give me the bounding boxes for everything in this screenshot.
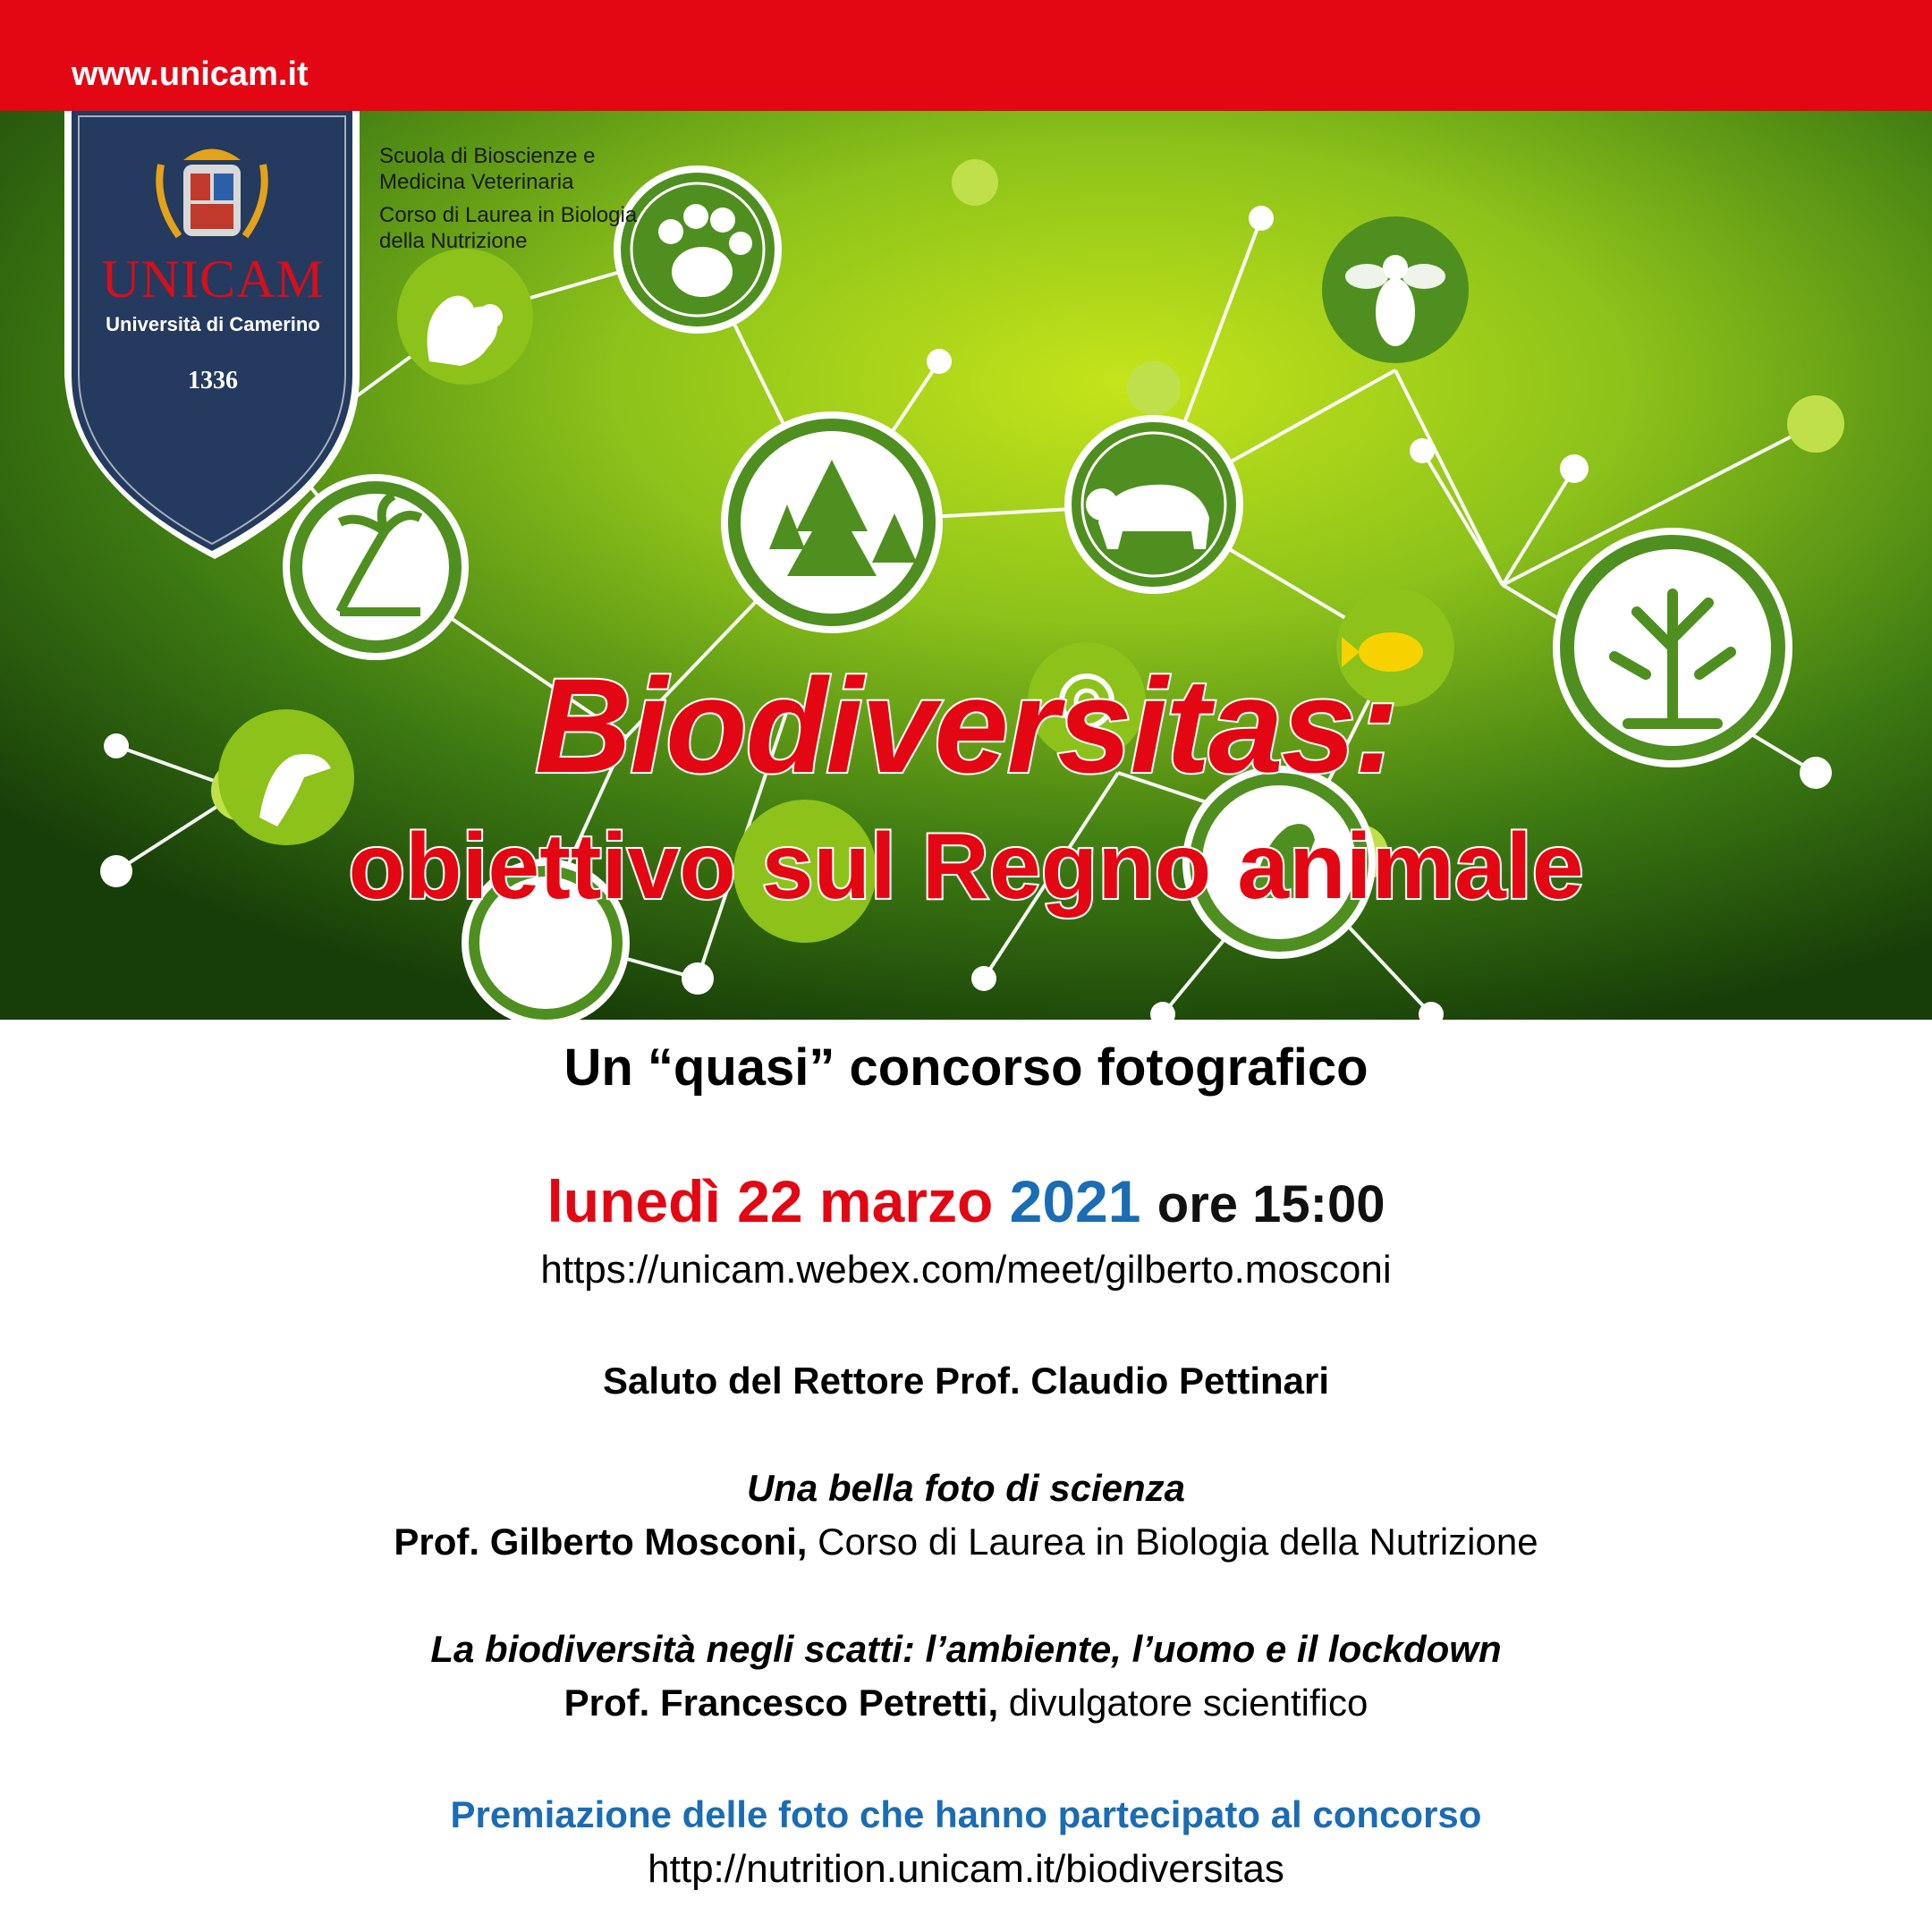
bee-icon: [1322, 216, 1469, 363]
course-line-1: Corso di Laurea in Biologia: [379, 203, 638, 227]
talk-2-speaker: Prof. Francesco Petretti,: [564, 1682, 999, 1724]
talk-2-role: divulgatore scientifico: [1008, 1682, 1368, 1724]
logo-unicam-wordmark: UNICAM: [101, 250, 325, 309]
school-info: [379, 143, 637, 254]
award-url[interactable]: http://nutrition.unicam.it/biodiversitas: [648, 1847, 1284, 1891]
talk-1-title: Una bella foto di scienza: [746, 1467, 1186, 1509]
award-announcement: Premiazione delle foto che hanno partecipato al concorso: [450, 1793, 1482, 1835]
logo-university-name: Università di Camerino: [106, 313, 320, 335]
paw-icon: [617, 169, 778, 330]
event-time: ore 15:00: [1157, 1175, 1385, 1233]
main-title: Biodiversitas:: [535, 650, 1397, 801]
event-date: [0, 1167, 1932, 1235]
talk-2-speaker-line: [0, 1682, 1932, 1724]
school-line-2: Medicina Veterinaria: [379, 170, 574, 194]
trees-icon: [724, 415, 939, 630]
talk-1-role: Corso di Laurea in Biologia della Nutrizione: [818, 1521, 1538, 1563]
talk-2-title: La biodiversità negli scatti: l’ambiente, l’uomo e il lockdown: [430, 1628, 1502, 1670]
talk-1-speaker-line: [0, 1521, 1932, 1563]
event-date-year: 2021: [1009, 1168, 1141, 1234]
squirrel-icon: [397, 249, 533, 385]
event-subtitle: Un “quasi” concorso fotografico: [564, 1038, 1368, 1097]
webex-link[interactable]: https://unicam.webex.com/meet/gilberto.mosconi: [540, 1248, 1392, 1292]
site-url[interactable]: www.unicam.it: [72, 55, 309, 93]
palm-icon: [286, 478, 465, 657]
main-subtitle: obiettivo sul Regno animale: [348, 815, 1584, 919]
rector-greeting: Saluto del Rettore Prof. Claudio Pettinari: [602, 1360, 1330, 1402]
event-date-day: lunedì 22 marzo: [547, 1168, 994, 1234]
course-line-2: della Nutrizione: [379, 229, 528, 253]
school-line-1: Scuola di Bioscienze e: [379, 144, 596, 168]
logo-founding-year: 1336: [188, 367, 238, 394]
talk-1-speaker: Prof. Gilberto Mosconi,: [394, 1521, 808, 1563]
bear-icon: [1068, 419, 1240, 590]
